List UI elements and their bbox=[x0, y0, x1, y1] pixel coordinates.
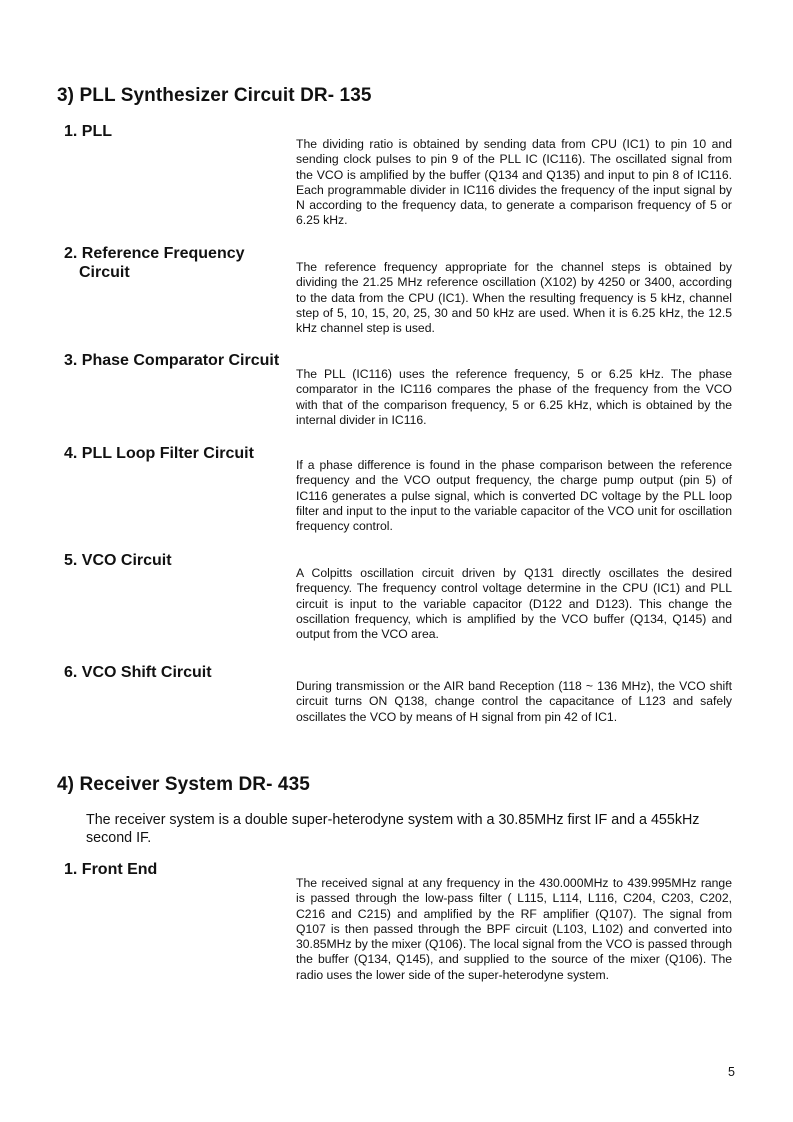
reference-frequency-paragraph: The reference frequency appropriate for the channel steps is obtained by dividing the 21.25 MHz reference oscillation (X102) by 4250 or 3400, according to the data from the CPU (IC1). When the resulting frequency is 5 kHz, channel step of 5, 10, 15, 20, 25, 30 and 50 kHz are used. When it is 6.25 kHz, the 12.5 kHz channel step is used. bbox=[296, 260, 732, 336]
loop-filter-heading: 4. PLL Loop Filter Circuit bbox=[64, 445, 254, 462]
phase-comparator-heading: 3. Phase Comparator Circuit bbox=[64, 352, 280, 369]
pll-paragraph: The dividing ratio is obtained by sending data from CPU (IC1) to pin 10 and sending clock pulses to pin 9 of the PLL IC (IC116). The oscillated signal from the VCO is amplified by the buffer (Q134 and Q135) and input to pin 8 of IC116. Each programmable divider in IC116 divides the frequency of the input signal by N according to the frequency data, to generate a comparison frequency of 5 or 6.25 kHz. bbox=[296, 137, 732, 228]
pll-section-title: 3) PLL Synthesizer Circuit DR- 135 bbox=[57, 85, 372, 106]
front-end-paragraph: The received signal at any frequency in the 430.000MHz to 439.995MHz range is passed through the low-pass filter ( L115, L114, L116, C204, C203, C202, C216 and C215) and amplified by the RF amplifier (Q107). The signal from Q107 is then passed through the BPF circuit (L103, L102) and converted into 30.85MHz by the mixer (Q106). The local signal from the VCO is passed through the buffer (Q134, Q145), and supplied to the source of the mixer (Q106). The radio uses the lower side of the super-heterodyne system. bbox=[296, 876, 732, 982]
page-number: 5 bbox=[728, 1065, 735, 1079]
loop-filter-paragraph: If a phase difference is found in the phase comparison between the reference frequency and the VCO output frequency, the charge pump output (pin 5) of IC116 generates a pulse signal, which is converted DC voltage by the PLL loop filter and input to the input to the variable capacitor of the VCO unit for oscillation frequency control. bbox=[296, 458, 732, 534]
phase-comparator-paragraph: The PLL (IC116) uses the reference frequency, 5 or 6.25 kHz. The phase comparator in the IC116 compares the phase of the frequency from the VCO with that of the comparison frequency, 5 or 6.25 kHz, which is obtained by the internal divider in IC116. bbox=[296, 367, 732, 427]
pll-heading: 1. PLL bbox=[64, 123, 113, 140]
receiver-intro-paragraph: The receiver system is a double super-heterodyne system with a 30.85MHz first IF and a 455kHz second IF. bbox=[86, 812, 700, 846]
front-end-heading: 1. Front End bbox=[64, 861, 158, 878]
vco-shift-paragraph: During transmission or the AIR band Reception (118 ~ 136 MHz), the VCO shift circuit turns ON Q138, change control the capacitance of L123 and safely oscillates the VCO by means of H signal from pin 42 of IC1. bbox=[296, 679, 732, 724]
receiver-section-title: 4) Receiver System DR- 435 bbox=[57, 774, 310, 795]
vco-shift-heading: 6. VCO Shift Circuit bbox=[64, 664, 212, 681]
reference-frequency-heading-line1: 2. Reference Frequency bbox=[64, 245, 245, 262]
reference-frequency-heading-line2: Circuit bbox=[79, 264, 130, 281]
vco-circuit-heading: 5. VCO Circuit bbox=[64, 552, 172, 569]
reference-frequency-heading bbox=[64, 244, 289, 282]
vco-circuit-paragraph: A Colpitts oscillation circuit driven by Q131 directly oscillates the desired frequency. The frequency control voltage determine in the CPU (IC1) and PLL circuit is input to the variable capacitor (D122 and D123). This change the oscillation frequency, which is amplified by the VCO buffer (Q134, Q145) and output from the VCO area. bbox=[296, 566, 732, 642]
